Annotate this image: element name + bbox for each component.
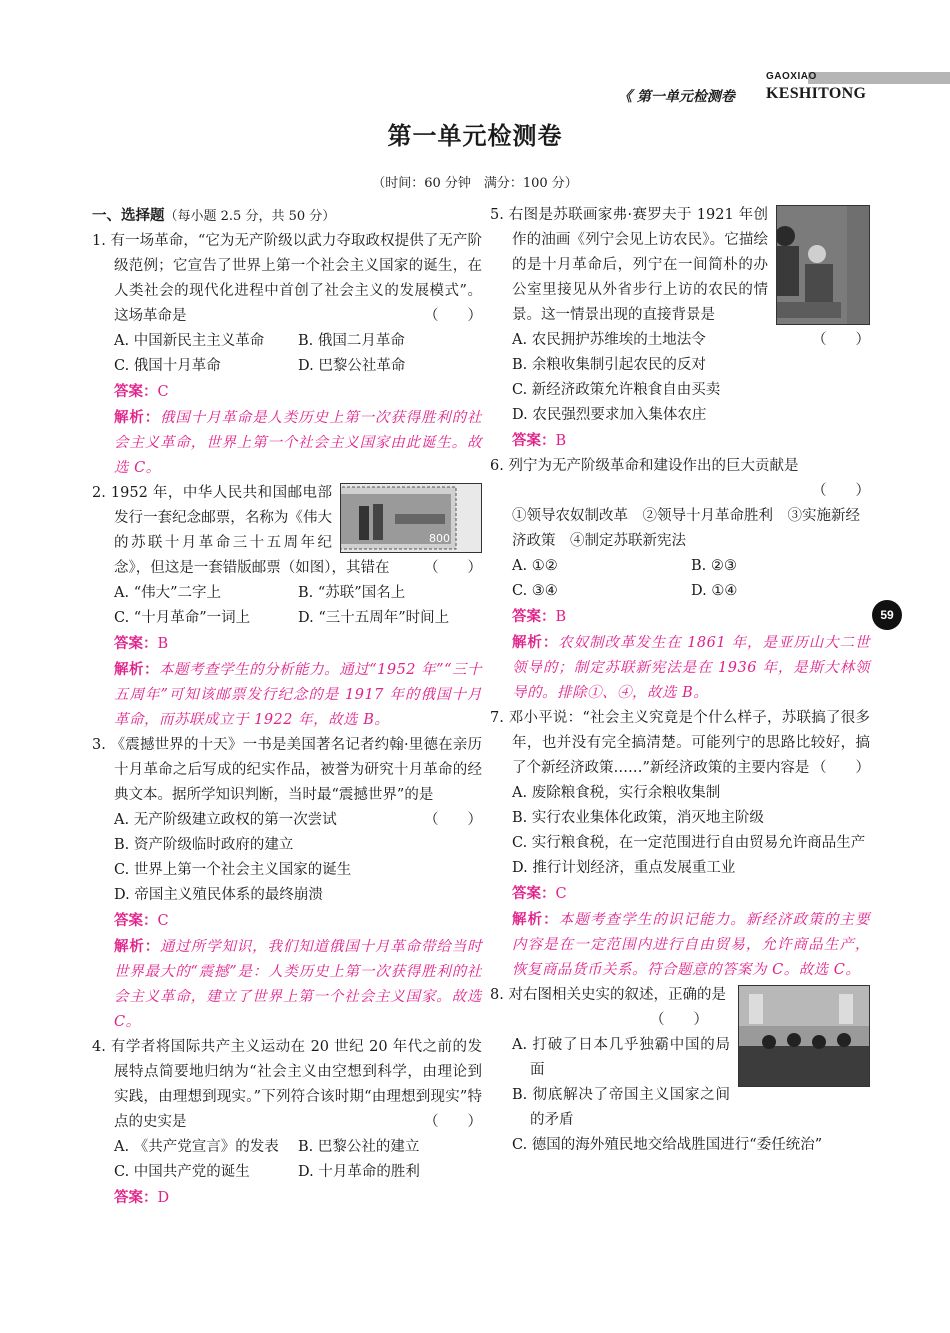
q8-option-c: C. 德国的海外殖民地交给战胜国进行“委任统治” bbox=[512, 1137, 823, 1153]
q1-option-a: A. 中国新民主主义革命 bbox=[114, 333, 265, 349]
q3-option-c: C. 世界上第一个社会主义国家的诞生 bbox=[114, 862, 352, 878]
question-5: 5. 右图是苏联画家弗·赛罗夫于 1921 年创作的油画《列宁会见上访农民》。它描绘的是十月革命后，列宁在一间简朴的办公室里接见从外省步行上访的农民的情景。这一情景出现的直接背景是 （ ） A. 农民拥护苏维埃的土地法令 B. 余粮收集制引起农民的反对 C. 新经济政策允许粮食自由买卖 D. 农民强烈要求加入集体农庄 答案：B bbox=[490, 203, 870, 454]
right-column bbox=[490, 203, 870, 1158]
q2-option-d: D. “三十五周年”时间上 bbox=[298, 610, 450, 626]
q6-option-d: D. ①④ bbox=[691, 583, 738, 599]
header-bar bbox=[808, 72, 950, 84]
q3-option-a: A. 无产阶级建立政权的第一次尝试 bbox=[114, 812, 337, 828]
q7-analysis: 解析：本题考查学生的识记能力。新经济政策的主要内容是在一定范围内进行自由贸易，允许商品生产，恢复商品货币关系。符合题意的答案为 C。故选 C。 bbox=[512, 911, 871, 978]
q5-answer: 答案：B bbox=[512, 432, 567, 449]
q6-answer: 答案：B bbox=[512, 608, 567, 625]
q1-stem: 1. 有一场革命，“它为无产阶级以武力夺取政权提供了无产阶级范例；它宣告了世界上第一个社会主义国家的诞生，在人类社会的现代化进程中首创了社会主义的发展模式”。这场革命是 bbox=[92, 233, 482, 324]
question-1: 1. 有一场革命，“它为无产阶级以武力夺取政权提供了无产阶级范例；它宣告了世界上第一个社会主义国家的诞生，在人类社会的现代化进程中首创了社会主义的发展模式”。这场革命是 （ ） A. 中国新民主主义革命 B. 俄国二月革命 C. 俄国十月革命 D. 巴黎公社革命 答案：C 解析：俄国十月革命是人类历史上第一次获得胜利的社会主义革命，世界上第一个社会主义国家由此诞生。故选 C。 bbox=[92, 229, 482, 481]
q8-option-b: B. 彻底解决了帝国主义国家之间的矛盾 bbox=[512, 1087, 730, 1128]
conference-image bbox=[738, 985, 870, 1087]
q7-option-c: C. 实行粮食税，在一定范围进行自由贸易允许商品生产 bbox=[512, 835, 866, 851]
svg-text:800: 800 bbox=[429, 532, 450, 545]
q6-option-b: B. ②③ bbox=[691, 558, 737, 574]
q1-option-d: D. 巴黎公社革命 bbox=[298, 358, 406, 374]
q6-analysis: 解析：农奴制改革发生在 1861 年，是亚历山大二世领导的；制定苏联新宪法是在 1936 年，是斯大林领导的。排除①、④，故选 B。 bbox=[512, 634, 871, 701]
q4-option-b: B. 巴黎公社的建立 bbox=[298, 1139, 420, 1155]
q5-option-d: D. 农民强烈要求加入集体农庄 bbox=[512, 407, 707, 423]
painting-image bbox=[776, 205, 870, 325]
q5-stem: 5. 右图是苏联画家弗·赛罗夫于 1921 年创作的油画《列宁会见上访农民》。它描绘的是十月革命后，列宁在一间简朴的办公室里接见从外省步行上访的农民的情景。这一情景出现的直接背景是 bbox=[490, 207, 768, 323]
q6-option-a: A. ①② bbox=[512, 558, 558, 574]
q7-option-a: A. 废除粮食税，实行余粮收集制 bbox=[512, 785, 721, 801]
q3-option-d: D. 帝国主义殖民体系的最终崩溃 bbox=[114, 887, 323, 903]
brand-big: KESHITONG bbox=[766, 85, 867, 102]
q3-option-b: B. 资产阶级临时政府的建立 bbox=[114, 837, 294, 853]
q2-analysis: 解析：本题考查学生的分析能力。通过“1952 年”“三十五周年”可知该邮票发行纪念的是 1917 年的俄国十月革命，而苏联成立于 1922 年，故选 B。 bbox=[114, 661, 483, 728]
q2-option-b: B. “苏联”国名上 bbox=[298, 585, 406, 601]
brand-small: GAOXIAO bbox=[766, 71, 817, 82]
section-heading: 一、选择题（每小题 2.5 分，共 50 分） bbox=[92, 207, 336, 224]
question-3: 3. 《震撼世界的十天》一书是美国著名记者约翰·里德在亲历十月革命之后写成的纪实作品，被誉为研究十月革命的经典文本。据所学知识判断，当时最“震撼世界”的是 （ ） A. 无产阶级建立政权的第一次尝试 B. 资产阶级临时政府的建立 C. 世界上第一个社会主义国家的诞生 D. 帝国主义殖民体系的最终崩溃 答案：C 解析：通过所学知识，我们知道俄国十月革命带给当时世界最大的“震撼”是：人类历史上第一次获得胜利的社会主义革命，建立了世界上第一个社会主义国家。故选 C。 bbox=[92, 733, 482, 1035]
q3-analysis: 解析：通过所学知识，我们知道俄国十月革命带给当时世界最大的“震撼”是：人类历史上第一次获得胜利的社会主义革命，建立了世界上第一个社会主义国家。故选 C。 bbox=[114, 938, 483, 1030]
q2-option-a: A. “伟大”二字上 bbox=[114, 585, 222, 601]
q5-option-a: A. 农民拥护苏维埃的土地法令 bbox=[512, 332, 706, 348]
q4-stem: 4. 有学者将国际共产主义运动在 20 世纪 20 年代之前的发展特点简要地归纳为“社会主义由空想到科学，由理论到实践，由理想到现实。”下列符合该时期“由理想到现实”特点的史实是 bbox=[92, 1039, 482, 1130]
q2-stem: 2. 1952 年，中华人民共和国邮电部发行一套纪念邮票，名称为《伟大的苏联十月革命三十五周年纪念》，但这是一套错版邮票（如图），其错在 bbox=[92, 485, 390, 576]
q7-option-b: B. 实行农业集体化政策，消灭地主阶级 bbox=[512, 810, 764, 826]
q3-stem: 3. 《震撼世界的十天》一书是美国著名记者约翰·里德在亲历十月革命之后写成的纪实作品，被誉为研究十月革命的经典文本。据所学知识判断，当时最“震撼世界”的是 bbox=[92, 737, 482, 803]
q2-answer: 答案：B bbox=[114, 635, 169, 652]
page-number: 59 bbox=[872, 600, 902, 630]
q1-option-c: C. 俄国十月革命 bbox=[114, 358, 221, 374]
q6-items: ①领导农奴制改革 ②领导十月革命胜利 ③实施新经济政策 ④制定苏联新宪法 bbox=[512, 508, 860, 549]
q1-analysis: 解析：俄国十月革命是人类历史上第一次获得胜利的社会主义革命，世界上第一个社会主义国家由此诞生。故选 C。 bbox=[114, 409, 483, 476]
q2-option-c: C. “十月革命”一词上 bbox=[114, 610, 251, 626]
q1-option-b: B. 俄国二月革命 bbox=[298, 333, 405, 349]
stamp-image bbox=[340, 483, 482, 553]
page-subtitle: （时间：60 分钟 满分：100 分） bbox=[372, 176, 578, 191]
left-column bbox=[92, 203, 482, 1211]
question-2: 800 2. 1952 年，中华人民共和国邮电部发行一套纪念邮票，名称为《伟大的苏联十月革命三十五周年纪念》，但这是一套错版邮票（如图），其错在 （ ） A. “伟大”二字上 B. “苏联”国名上 C. “十月革命”一词上 D. “三十五周年”时间上 答案：B 解析：本题考查学生的分析能力。通过“1952 年”“三十五周年”可知该邮票发行纪念的是 1917 年的俄国十月革命，而苏联成立于 1922 年，故选 B。 bbox=[92, 481, 482, 733]
section-label: 《 第一单元检测卷 bbox=[618, 89, 735, 105]
q4-option-a: A. 《共产党宣言》的发表 bbox=[114, 1139, 279, 1155]
q4-option-c: C. 中国共产党的诞生 bbox=[114, 1164, 250, 1180]
q7-stem: 7. 邓小平说：“社会主义究竟是个什么样子，苏联搞了很多年，也并没有完全搞清楚。可能列宁的思路比较好，搞了个新经济政策……”新经济政策的主要内容是 bbox=[490, 710, 870, 776]
q4-option-d: D. 十月革命的胜利 bbox=[298, 1164, 420, 1180]
q8-stem: 8. 对右图相关史实的叙述，正确的是 bbox=[490, 987, 726, 1003]
q1-answer: 答案：C bbox=[114, 383, 169, 400]
q6-stem: 6. 列宁为无产阶级革命和建设作出的巨大贡献是 bbox=[490, 458, 799, 474]
q7-answer: 答案：C bbox=[512, 885, 567, 902]
q3-answer: 答案：C bbox=[114, 912, 169, 929]
question-7: 7. 邓小平说：“社会主义究竟是个什么样子，苏联搞了很多年，也并没有完全搞清楚。可能列宁的思路比较好，搞了个新经济政策……”新经济政策的主要内容是 （ ） A. 废除粮食税，实行余粮收集制 B. 实行农业集体化政策，消灭地主阶级 C. 实行粮食税，在一定范围进行自由贸易允许商品生产 D. 推行计划经济，重点发展重工业 答案：C 解析：本题考查学生的识记能力。新经济政策的主要内容是在一定范围内进行自由贸易，允许商品生产，恢复商品货币关系。符合题意的答案为 C。故选 C。 bbox=[490, 706, 870, 983]
q5-option-c: C. 新经济政策允许粮食自由买卖 bbox=[512, 382, 721, 398]
question-4: 4. 有学者将国际共产主义运动在 20 世纪 20 年代之前的发展特点简要地归纳为“社会主义由空想到科学，由理论到实践，由理想到现实。”下列符合该时期“由理想到现实”特点的史实是 （ ） A. 《共产党宣言》的发表 B. 巴黎公社的建立 C. 中国共产党的诞生 D. 十月革命的胜利 答案：D bbox=[92, 1035, 482, 1211]
q7-option-d: D. 推行计划经济，重点发展重工业 bbox=[512, 860, 736, 876]
question-8: 8. 对右图相关史实的叙述，正确的是 （ ） A. 打破了日本几乎独霸中国的局面 B. 彻底解决了帝国主义国家之间的矛盾 C. 德国的海外殖民地交给战胜国进行“委任统治” bbox=[490, 983, 870, 1158]
page-title: 第一单元检测卷 bbox=[387, 121, 563, 150]
question-6: 6. 列宁为无产阶级革命和建设作出的巨大贡献是 （ ） ①领导农奴制改革 ②领导十月革命胜利 ③实施新经济政策 ④制定苏联新宪法 A. ①② B. ②③ C. ③④ D. ①④ 答案：B 解析：农奴制改革发生在 1861 年，是亚历山大二世领导的；制定苏联新宪法是在 1936 年，是斯大林领导的。排除①、④，故选 B。 bbox=[490, 454, 870, 706]
q4-answer: 答案：D bbox=[114, 1189, 170, 1206]
q8-option-a: A. 打破了日本几乎独霸中国的局面 bbox=[512, 1037, 730, 1078]
q6-option-c: C. ③④ bbox=[512, 583, 558, 599]
q5-option-b: B. 余粮收集制引起农民的反对 bbox=[512, 357, 706, 373]
